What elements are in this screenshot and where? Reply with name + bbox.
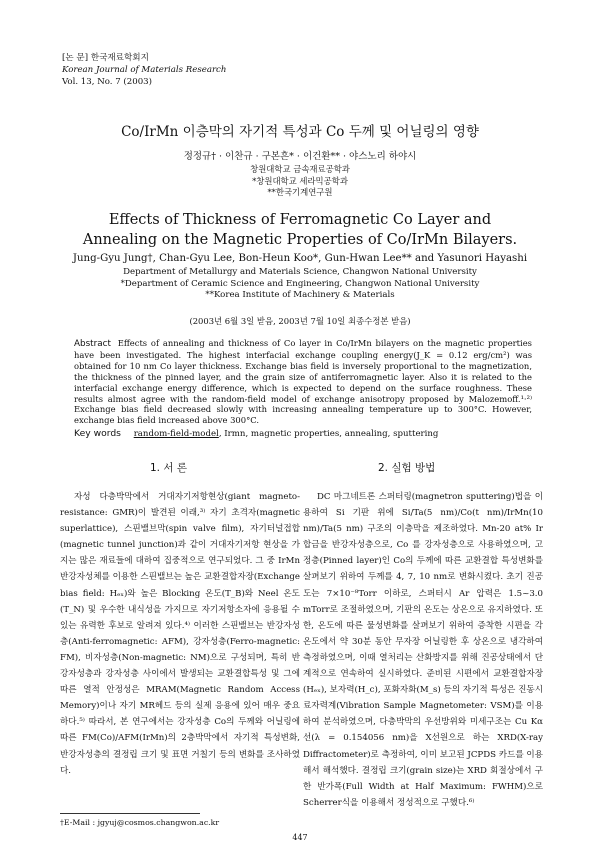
journal-volume: Vol. 13, No. 7 (2003) bbox=[62, 77, 152, 87]
korean-affiliations bbox=[0, 164, 600, 199]
section-heading-methods: 2. 실험 방법 bbox=[378, 462, 436, 474]
english-affiliation-2: *Department of Ceramic Science and Engineering, Changwon National University bbox=[120, 278, 480, 289]
keyword-first: random-field-model bbox=[133, 429, 219, 439]
abstract-text: Effects of annealing and thickness of Co layer in Co/IrMn bilayers on the magnetic properties have been investigated. The highest interfacial exchange coupling energy(J_K = 0.12 erg/cm²) was obtained for 10 nm Co layer thickness. Exchange bias field is inversely proportional to the magnetization, the thickness of the pinned layer, and the grain size of antiferromagnetic layer. Also it is related to the interfacial exchange energy difference, which is expected to depend on the surface roughness. These results almost agree with the random-field model of exchange anisotropy proposed by Malozemoff.¹·²⁾ Exchange bias field decreased slowly with increasing annealing temperature up to 300°C. However, exchange bias field increased above 300°C. bbox=[74, 338, 532, 426]
journal-english-name: Korean Journal of Materials Research bbox=[62, 65, 227, 75]
english-affiliation-3: **Korea Institute of Machinery & Materials bbox=[205, 290, 395, 301]
english-title bbox=[0, 210, 600, 250]
page-number: 447 bbox=[292, 833, 308, 842]
section-heading-introduction: 1. 서 론 bbox=[150, 462, 187, 474]
methods-paragraph: DC 마그네트론 스퍼터링(magnetron sputtering)법을 이용하여 Si 기판 위에 Si/Ta(5 nm)/Co(t nm)/IrMn(10 nm)/Ta(5 nm) 구조의 이층막을 제조하였다. Mn-20 at% Ir 합금을 반강자성층으로, Co 를 강자성층으로 사용하였으며, 고정층(Pinned layer)인 Co의 두께에 따른 교환결합 특성변화를 살펴보기 위하여 두께를 4, 7, 10 nm로 변화시켰다. 초기 진공도는 7×10⁻⁸Torr 이하로, 스퍼터시 Ar 압력은 1.5~3.0 mTorr로 조절하였으며, 기판의 온도는 상온으로 유지하였다. 또한, 온도에 따른 물성변화를 살펴보기 위하여 증착한 시편을 각 온도에서 약 30분 동안 무자장 어닐링한 후 상온으로 냉각하여 측정하였으며, 이때 열처리는 산화방지를 위해 진공상태에서 단계적으로 연속하여 실시하였다. 준비된 시편에서 교환결합자장(Hₑₓ), 보자력(H_c), 포화자화(M_s) 등의 자기적 특성은 진동시료자력계(Vibration Sample Magnetometer: VSM)를 이용하여 분석하였으며, 다층박막의 우선방위와 미세구조는 Cu Kα선(λ = 0.154056 nm)을 X선원으로 하는 XRD(X-ray Diffractometer)로 측정하여, 이미 보고된 JCPDS 카드를 이용해서 해석했다. 결정립 크기(grain size)는 XRD 회절상에서 구한 반가폭(Full Width at Half Maximum: FWHM)으로 Scherrer식을 이용해서 정성적으로 구했다.⁶⁾ bbox=[303, 492, 543, 808]
korean-title: Co/IrMn 이층막의 자기적 특성과 Co 두께 및 어닐링의 영향 bbox=[121, 124, 479, 140]
journal-header bbox=[62, 52, 226, 88]
column-left bbox=[60, 489, 300, 779]
english-authors: Jung-Gyu Jung†, Chan-Gyu Lee, Bon-Heun Koo*, Gun-Hwan Lee** and Yasunori Hayashi bbox=[72, 253, 528, 264]
english-title-line-2: Annealing on the Magnetic Properties of Co/IrMn Bilayers. bbox=[82, 232, 518, 248]
journal-korean-name: [논 문] 한국재료학회지 bbox=[62, 53, 149, 63]
abstract bbox=[74, 338, 532, 426]
footnote-divider bbox=[60, 813, 200, 814]
received-dates: (2003년 6월 3일 받음, 2003년 7월 10일 최종수정본 받음) bbox=[189, 316, 411, 326]
english-title-line-1: Effects of Thickness of Ferromagnetic Co Layer and bbox=[108, 212, 492, 228]
keywords-label: Key words bbox=[74, 428, 121, 439]
footnote-email: †E-Mail : jgyuj@cosmos.changwon.ac.kr bbox=[60, 818, 220, 827]
introduction-paragraph: 자성 다층박막에서 거대자기저항현상(giant magneto-resistance: GMR)이 발견된 이래,³⁾ 자기 초격자(magnetic superlattice), 스핀밸브막(spin valve film), 자기터널접합(magnetic tunnel junction)과 같이 거대자기저항 현상을 가지는 많은 재료들에 대하여 집중적으로 연구되었다. 그 중 IrMn 반강자성체를 이용한 스핀밸브는 높은 교환결합자장(Exchange bias field: Hₑₓ)와 높은 Blocking 온도(T_B)와 Neel 온도(T_N) 및 우수한 내식성을 가지므로 자기저항소자에 응용될 수 있는 유력한 후보로 알려져 있다.⁴⁾ 이러한 스핀밸브는 반강자성층(Anti-ferromagnetic: AFM), 강자성층(Ferro-magnetic: FM), 비자성층(Non-magnetic: NM)으로 구성되며, 특히 반강자성층과 강자성층 사이에서 발생되는 교환결합특성 및 그에 따른 열적 안정성은 MRAM(Magnetic Random Access Memory)이나 자기 MR헤드 등의 실제 응용에 있어 매우 중요하다.⁵⁾ 따라서, 본 연구에서는 강자성층 Co의 두께와 어닐링에 따른 FM(Co)/AFM(IrMn)의 2층박막에서 자기적 특성변화, 반강자성층의 결정립 크기 및 표면 거칠기 등의 변화를 조사하였다. bbox=[60, 492, 300, 776]
abstract-label: Abstract bbox=[74, 339, 111, 349]
keywords bbox=[74, 428, 438, 439]
english-affiliation-1: Department of Metallurgy and Materials Science, Changwon National University bbox=[123, 267, 477, 277]
english-affiliations bbox=[0, 267, 600, 302]
korean-authors: 정정규† · 이찬규 · 구본흔* · 이건환** · 야스노리 하야시 bbox=[183, 151, 417, 162]
keywords-rest: , Irmn, magnetic properties, annealing, sputtering bbox=[218, 429, 439, 439]
korean-affiliation-2: *창원대학교 세라믹공학과 bbox=[252, 175, 348, 186]
korean-affiliation-1: 창원대학교 금속재료공학과 bbox=[250, 164, 350, 174]
korean-affiliation-3: **한국기계연구원 bbox=[267, 187, 333, 198]
column-right bbox=[303, 489, 543, 811]
